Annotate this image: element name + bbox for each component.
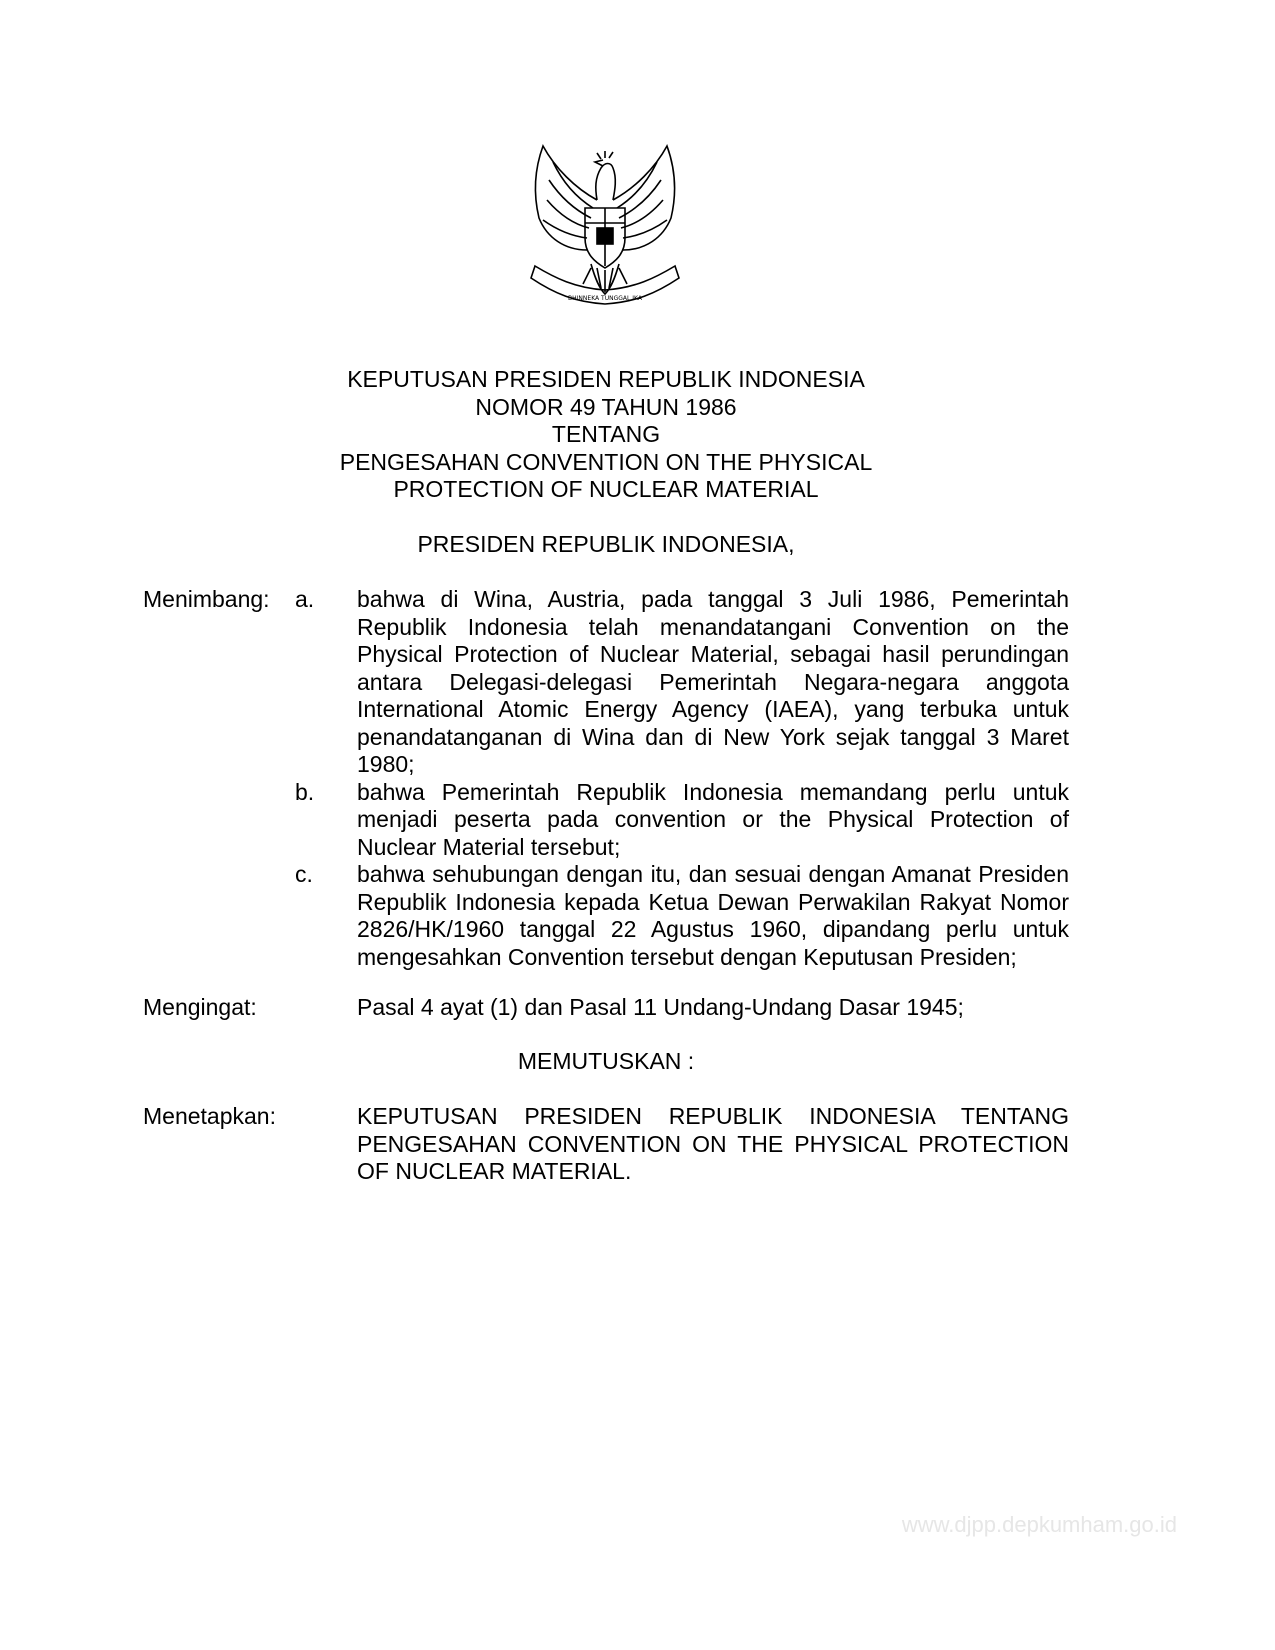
header-tentang: TENTANG <box>551 421 661 447</box>
item-marker: c. <box>295 861 313 887</box>
menimbang-item-a <box>0 586 1275 779</box>
menetapkan-label: Menetapkan: <box>143 1103 276 1129</box>
item-marker: b. <box>295 778 315 805</box>
president-heading: PRESIDEN REPUBLIK INDONESIA, <box>417 531 795 557</box>
item-text: bahwa Pemerintah Republik Indonesia memandang perlu untuk menjadi peserta pada convention or the Physical Protection of Nuclear Material tersebut; <box>357 778 1069 860</box>
motto-text: BHINNEKA TUNGGAL IKA <box>568 295 642 302</box>
item-marker: a. <box>295 586 315 612</box>
header-title: KEPUTUSAN PRESIDEN REPUBLIK INDONESIA <box>347 366 865 392</box>
item-text: bahwa di Wina, Austria, pada tanggal 3 Juli 1986, Pemerintah Republik Indonesia telah menandatangani Convention on the Physical Protection of Nuclear Material, sebagai hasil perundingan antara Delegasi-delegasi Pemerintah Negara-negara anggota International Atomic Energy Agency (IAEA), yang terbuka untuk penandatanganan di Wina dan di New York sejak tanggal 3 Maret 1980; <box>357 586 1069 777</box>
header-subject-line2: PROTECTION OF NUCLEAR MATERIAL <box>393 476 819 502</box>
menetapkan-text: KEPUTUSAN PRESIDEN REPUBLIK INDONESIA TENTANG PENGESAHAN CONVENTION ON THE PHYSICAL PROTECTION OF NUCLEAR MATERIAL. <box>357 1103 1069 1184</box>
header-number: NOMOR 49 TAHUN 1986 <box>475 393 737 420</box>
menetapkan-section <box>0 1103 1275 1186</box>
item-text: bahwa sehubungan dengan itu, dan sesuai dengan Amanat Presiden Republik Indonesia kepada Ketua Dewan Perwakilan Rakyat Nomor 2826/HK/1960 tanggal 22 Agustus 1960, dipandang perlu untuk mengesahkan Convention tersebut dengan Keputusan Presiden; <box>357 861 1069 970</box>
mengingat-text: Pasal 4 ayat (1) dan Pasal 11 Undang-Undang Dasar 1945; <box>357 994 964 1020</box>
watermark: www.djpp.depkumham.go.id <box>901 1512 1177 1537</box>
memutuskan-heading: MEMUTUSKAN : <box>517 1048 695 1074</box>
garuda-emblem-icon <box>525 138 685 318</box>
header-subject-line1: PENGESAHAN CONVENTION ON THE PHYSICAL <box>339 448 873 475</box>
menimbang-item-b <box>0 779 1275 862</box>
menimbang-item-c <box>0 861 1275 971</box>
mengingat-label: Mengingat: <box>143 994 257 1020</box>
menimbang-section <box>0 586 1275 971</box>
menimbang-label: Menimbang: <box>143 586 270 612</box>
document-header <box>0 366 1212 504</box>
